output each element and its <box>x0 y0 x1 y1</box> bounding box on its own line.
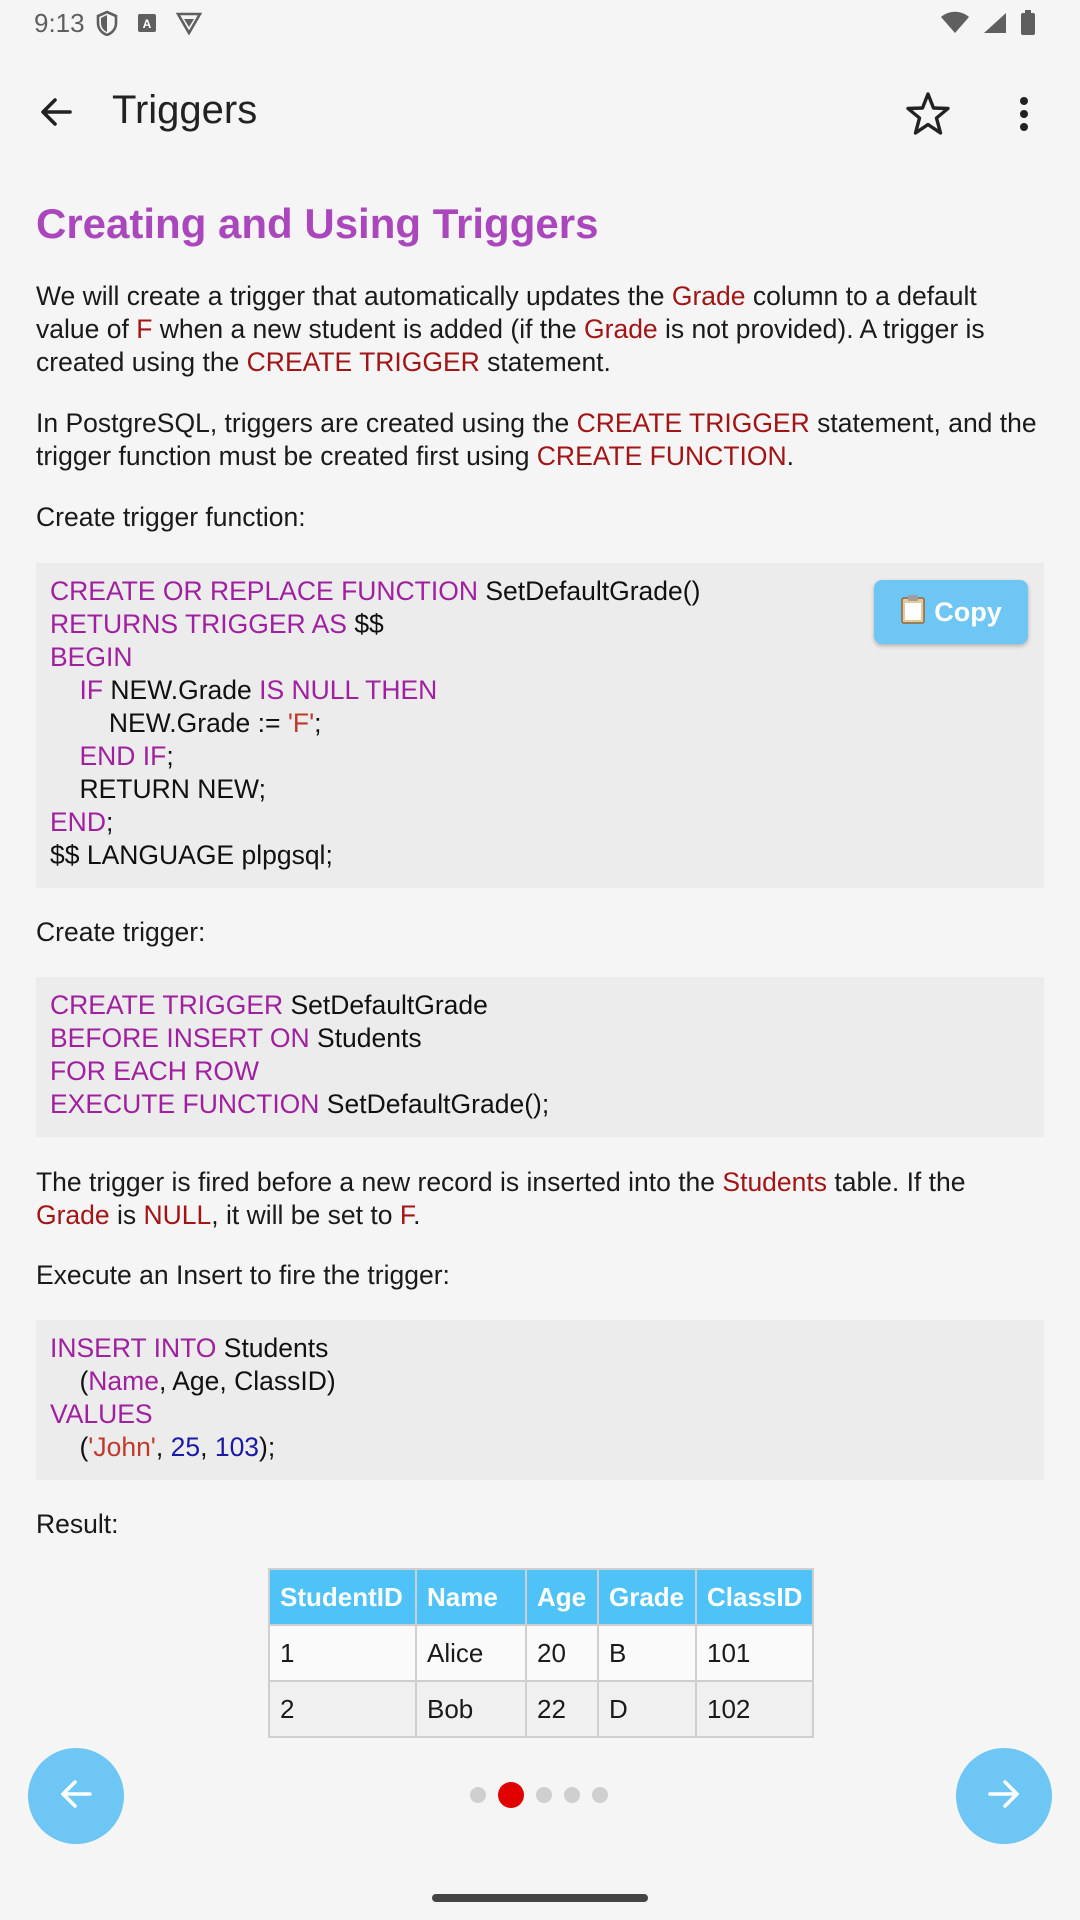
copy-label: Copy <box>934 596 1002 627</box>
code-text: ; <box>314 708 322 738</box>
code-text: , <box>200 1432 215 1462</box>
app-bar <box>0 60 1080 164</box>
section-heading: Creating and Using Triggers <box>36 200 599 247</box>
app-notification-icon <box>136 12 158 39</box>
keyword: VALUES <box>50 1399 153 1429</box>
keyword: RETURNS TRIGGER AS <box>50 609 347 639</box>
code-text: $$ LANGUAGE plpgsql; <box>50 840 333 870</box>
favorite-button[interactable] <box>898 86 958 146</box>
code-text: , Age, ClassID) <box>158 1366 336 1396</box>
label-create-function: Create trigger function: <box>36 502 306 532</box>
explanation-paragraph <box>36 1166 1046 1232</box>
status-time: 9:13 <box>34 8 85 38</box>
code-text: NEW.Grade <box>103 675 260 705</box>
more-vert-icon <box>1018 96 1030 137</box>
table-cell: D <box>598 1681 696 1737</box>
label-create-trigger: Create trigger: <box>36 917 206 947</box>
keyword: FOR EACH ROW <box>50 1056 260 1086</box>
code-text: SetDefaultGrade <box>283 990 488 1020</box>
page-dot[interactable] <box>470 1787 486 1803</box>
inline-code: NULL <box>143 1200 212 1230</box>
table-cell: B <box>598 1625 696 1681</box>
table-cell: 102 <box>696 1681 813 1737</box>
table-cell: 101 <box>696 1625 813 1681</box>
code-text: Students <box>216 1333 329 1363</box>
keyword: END <box>50 807 106 837</box>
inline-code: Grade <box>36 1200 110 1230</box>
label-result: Result: <box>36 1509 119 1539</box>
text: statement. <box>479 347 611 377</box>
star-icon <box>904 91 952 142</box>
text: column to a default value of <box>36 281 977 344</box>
code-block-trigger[interactable] <box>36 977 1044 1137</box>
text: . <box>413 1200 421 1230</box>
text: is <box>109 1200 144 1230</box>
page-dot-active[interactable] <box>498 1782 524 1808</box>
page-dot[interactable] <box>564 1787 580 1803</box>
arrow-left-icon <box>36 92 76 137</box>
keyword: EXECUTE FUNCTION <box>50 1089 320 1119</box>
code-text: ; <box>166 741 174 771</box>
text: , it will be set to <box>211 1200 400 1230</box>
code-text <box>50 675 79 705</box>
text: when a new student is added (if the <box>152 314 585 344</box>
table-cell: 2 <box>269 1681 416 1737</box>
keyword: IS NULL THEN <box>259 675 438 705</box>
inline-code: F <box>136 314 153 344</box>
keyword: CREATE OR REPLACE FUNCTION <box>50 576 478 606</box>
text: We will create a trigger that automatically updates the <box>36 281 672 311</box>
inline-code: CREATE TRIGGER <box>246 347 480 377</box>
previous-page-button[interactable] <box>28 1748 124 1844</box>
keyword: BEFORE INSERT ON <box>50 1023 310 1053</box>
code-text: SetDefaultGrade() <box>477 576 701 606</box>
table-header-row <box>269 1569 813 1625</box>
code-text: , <box>155 1432 171 1462</box>
code-text: ( <box>50 1432 89 1462</box>
copy-button[interactable] <box>874 580 1028 644</box>
text: is not provided). A trigger is created using the <box>36 314 985 377</box>
page-indicator <box>470 1782 608 1808</box>
keyword: IF <box>79 675 104 705</box>
text: statement, and the trigger function must be created first using <box>36 408 1037 471</box>
column-header-studentid: StudentID <box>269 1569 416 1625</box>
signal-icon <box>982 11 1008 40</box>
table-row <box>269 1681 813 1737</box>
code-text: NEW.Grade := <box>50 708 288 738</box>
more-options-button[interactable] <box>1000 86 1048 146</box>
number-literal: 25 <box>170 1432 201 1462</box>
table-cell: Alice <box>416 1625 526 1681</box>
number-literal: 103 <box>214 1432 260 1462</box>
code-text: ( <box>50 1366 89 1396</box>
code-text: RETURN NEW; <box>50 774 266 804</box>
code-block-insert[interactable] <box>36 1320 1044 1480</box>
keyword: BEGIN <box>50 642 133 672</box>
home-indicator[interactable] <box>432 1894 648 1902</box>
keyword: END IF <box>79 741 167 771</box>
wifi-icon <box>940 11 970 40</box>
table-cell: 1 <box>269 1625 416 1681</box>
column-header-grade: Grade <box>598 1569 696 1625</box>
column-header-classid: ClassID <box>696 1569 813 1625</box>
postgres-paragraph <box>36 407 1046 473</box>
next-page-button[interactable] <box>956 1748 1052 1844</box>
clipboard-icon <box>900 594 926 631</box>
battery-icon <box>1020 10 1036 41</box>
page-dot[interactable] <box>536 1787 552 1803</box>
string-literal: 'F' <box>287 708 315 738</box>
keyword: Name <box>88 1366 159 1396</box>
code-text: $$ <box>346 609 384 639</box>
code-text <box>50 741 79 771</box>
code-text: ; <box>105 807 114 837</box>
back-button[interactable] <box>28 86 84 142</box>
table-cell: 20 <box>526 1625 598 1681</box>
text: . <box>786 441 794 471</box>
inline-code: CREATE TRIGGER <box>576 408 810 438</box>
keyword: INSERT INTO <box>50 1333 217 1363</box>
status-bar <box>0 0 1080 50</box>
keyword: CREATE TRIGGER <box>50 990 284 1020</box>
arrow-right-icon <box>984 1774 1024 1819</box>
table-cell: Bob <box>416 1681 526 1737</box>
arrow-left-icon <box>56 1774 96 1819</box>
page-dot[interactable] <box>592 1787 608 1803</box>
inline-code: Students <box>722 1167 828 1197</box>
inline-code: Grade <box>584 314 658 344</box>
shield-icon <box>96 10 118 41</box>
text: In PostgreSQL, triggers are created using the <box>36 408 577 438</box>
svg-text:A: A <box>142 17 152 31</box>
inline-code: CREATE FUNCTION <box>536 441 787 471</box>
column-header-name: Name <box>416 1569 526 1625</box>
vpn-icon <box>176 11 202 40</box>
code-text: SetDefaultGrade(); <box>319 1089 550 1119</box>
string-literal: 'John' <box>88 1432 156 1462</box>
table-cell: 22 <box>526 1681 598 1737</box>
inline-code: F <box>399 1200 414 1230</box>
inline-code: Grade <box>671 281 746 311</box>
label-execute-insert: Execute an Insert to fire the trigger: <box>36 1260 450 1290</box>
page-title: Triggers <box>112 88 258 132</box>
text: table. If the <box>827 1167 966 1197</box>
text: The trigger is fired before a new record is inserted into the <box>36 1167 723 1197</box>
result-table <box>268 1568 814 1738</box>
column-header-age: Age <box>526 1569 598 1625</box>
intro-paragraph <box>36 280 1046 379</box>
code-text: Students <box>309 1023 422 1053</box>
table-row <box>269 1625 813 1681</box>
code-text: ); <box>259 1432 276 1462</box>
